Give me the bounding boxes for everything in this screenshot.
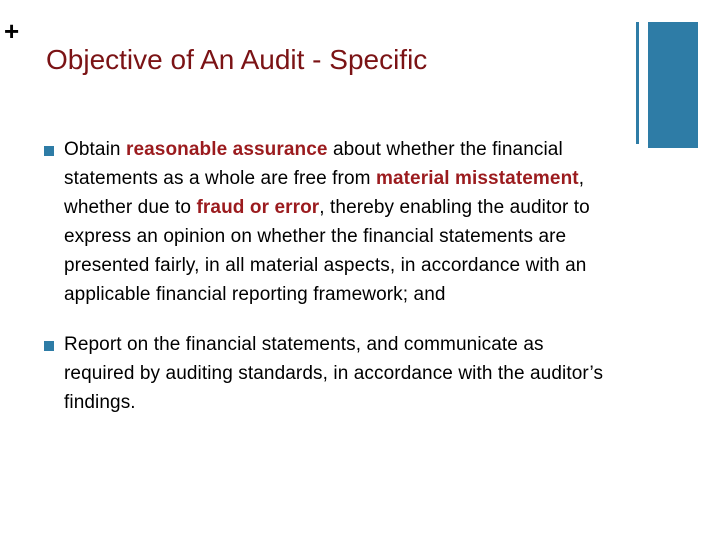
- highlighted-term: reasonable assurance: [125, 139, 328, 160]
- slide-title: Objective of An Audit - Specific: [46, 44, 428, 75]
- accent-bar-thick: [648, 22, 698, 148]
- bullet-text: , whether due to: [64, 167, 585, 218]
- bullet-square-icon: [44, 341, 54, 351]
- bullet-text: about whether the financial statements as a whole are free from: [64, 139, 563, 189]
- accent-bar-thin: [636, 22, 639, 144]
- bullet-text: Obtain: [64, 139, 126, 160]
- bullet-item: [44, 136, 614, 309]
- bullet-item: [44, 331, 614, 418]
- highlighted-term: material misstatement: [375, 167, 579, 189]
- bullet-list: [44, 136, 614, 418]
- bullet-text: , thereby enabling the auditor to express an opinion on whether the financial statements are presented fairly, in all material aspects, in accordance with an applicable financial reporting framework; and: [64, 196, 590, 305]
- plus-icon: +: [4, 16, 20, 46]
- highlighted-term: fraud or error: [196, 196, 320, 218]
- bullet-text: Report on the financial statements, and communicate as required by auditing standards, in accordance with the auditor’s findings.: [64, 334, 604, 414]
- bullet-square-icon: [44, 146, 54, 156]
